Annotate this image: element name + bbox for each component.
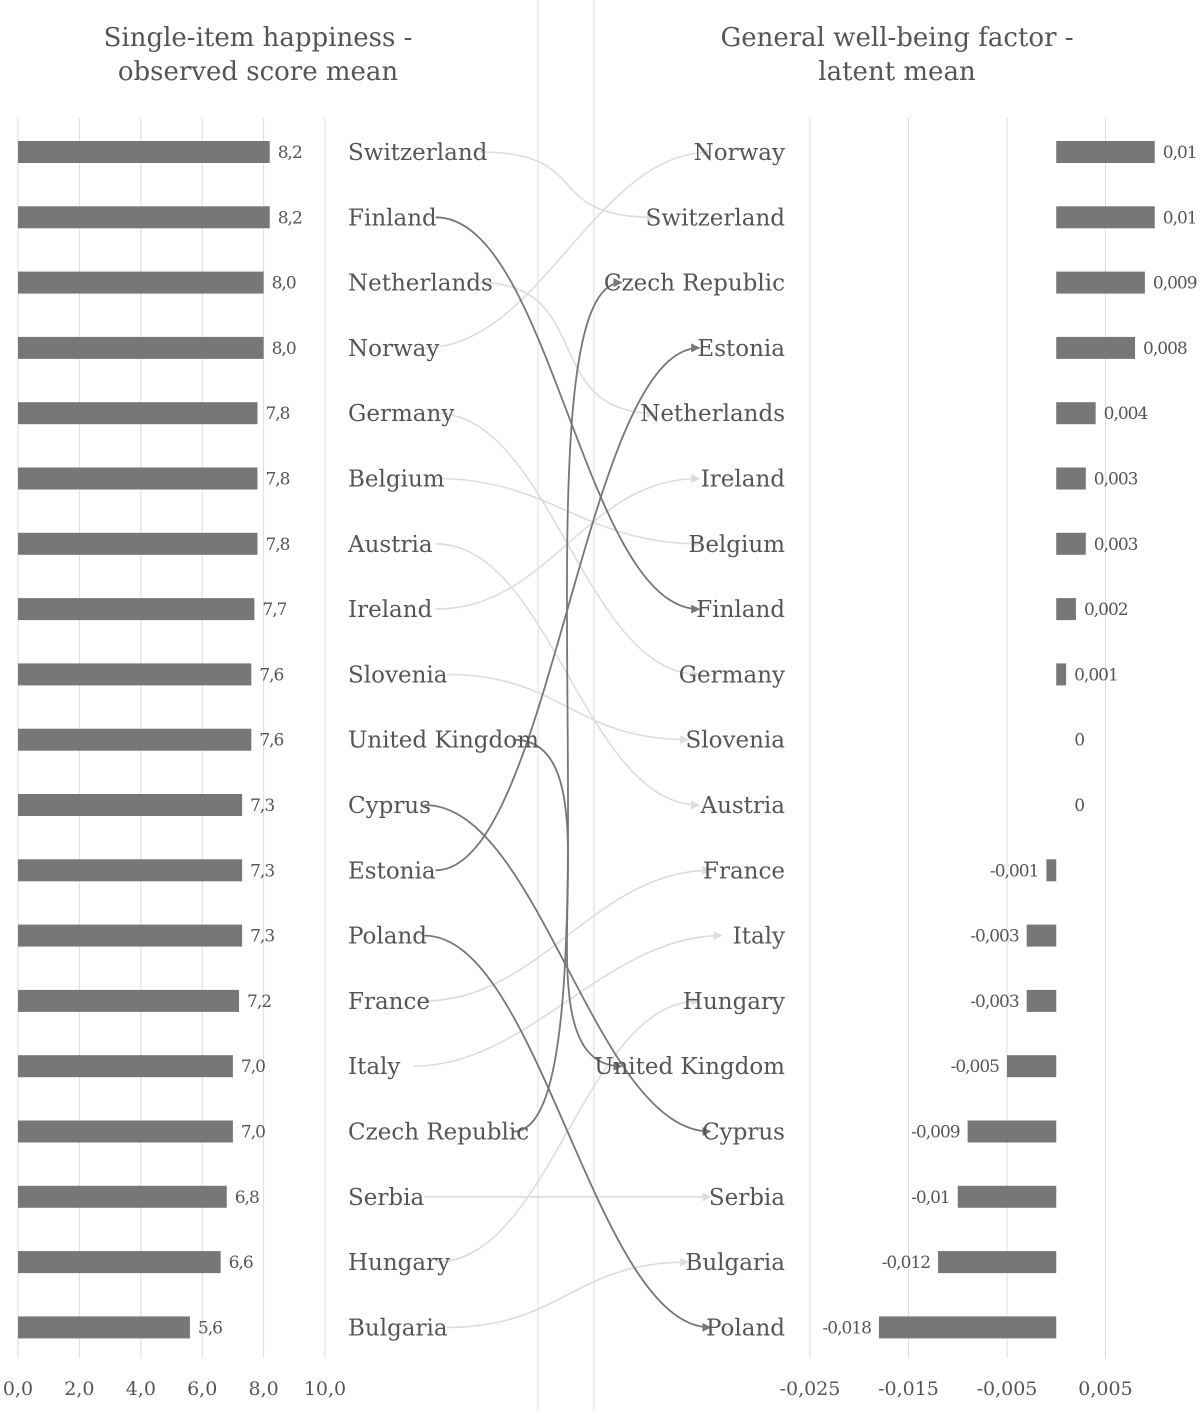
- left-bar: [18, 533, 257, 555]
- left-country-label: Austria: [348, 531, 433, 558]
- left-country-label: Switzerland: [348, 140, 488, 166]
- right-bar: [1056, 598, 1076, 620]
- right-chart-title-line-1: General well-being factor -: [720, 23, 1074, 53]
- right-bar-value-label: -0,01: [911, 1187, 950, 1208]
- left-x-tick-label: 8,0: [248, 1378, 279, 1400]
- left-x-tick-label: 6,0: [187, 1378, 218, 1400]
- left-bar: [18, 1121, 233, 1143]
- left-bar-value-label: 7,3: [250, 926, 275, 947]
- left-bar-value-label: 8,2: [277, 143, 302, 163]
- right-bar-value-label: 0,01: [1162, 143, 1197, 163]
- right-country-label: Netherlands: [640, 401, 785, 428]
- left-bar: [18, 729, 251, 751]
- left-bar-value-label: 5,6: [197, 1318, 222, 1339]
- left-x-tick-label: 0,0: [2, 1378, 34, 1400]
- left-country-label: United Kingdom: [348, 727, 539, 754]
- left-bar: [18, 337, 264, 359]
- left-bar-value-label: 7,8: [265, 534, 290, 555]
- left-bar-value-label: 7,6: [259, 665, 284, 686]
- left-x-tick-label: 2,0: [64, 1378, 95, 1400]
- right-bar-value-label: 0,001: [1074, 665, 1118, 686]
- left-bar-value-label: 7,3: [250, 796, 275, 816]
- right-bar-value-label: 0,003: [1093, 534, 1138, 555]
- left-bar-value-label: 7,7: [262, 600, 287, 621]
- right-country-label: Bulgaria: [685, 1250, 785, 1277]
- right-country-label: Norway: [693, 140, 785, 166]
- right-x-tick-label: -0,015: [878, 1378, 939, 1400]
- left-country-label: Belgium: [348, 466, 445, 493]
- right-country-label: Italy: [732, 923, 785, 950]
- right-bar: [968, 1121, 1057, 1143]
- left-country-label: Finland: [348, 205, 437, 232]
- right-bar-value-label: 0,003: [1093, 469, 1138, 490]
- right-bar-value-label: 0,008: [1143, 338, 1187, 359]
- right-bar: [958, 1186, 1057, 1208]
- left-country-label: Serbia: [348, 1184, 425, 1211]
- right-country-label: Slovenia: [685, 727, 785, 754]
- right-country-label: Belgium: [688, 531, 785, 558]
- rank-link-bulgaria: [447, 1262, 688, 1327]
- left-bar-value-label: 7,8: [265, 469, 290, 490]
- right-bar: [1056, 206, 1155, 228]
- left-country-label: Bulgaria: [348, 1315, 448, 1342]
- right-country-label: Cyprus: [702, 1119, 785, 1146]
- rank-link-netherlands: [480, 283, 655, 414]
- right-bar-value-label: 0,002: [1083, 600, 1128, 621]
- left-bar-value-label: 8,0: [271, 338, 296, 359]
- right-bar-value-label: 0,009: [1152, 273, 1197, 294]
- right-bar-value-label: 0,004: [1103, 404, 1148, 425]
- right-bar: [1056, 663, 1066, 685]
- left-bar-value-label: 7,0: [240, 1057, 265, 1078]
- left-bar: [18, 1186, 227, 1208]
- left-bar-value-label: 8,0: [271, 273, 296, 294]
- left-bar: [18, 206, 270, 228]
- right-country-label: Czech Republic: [603, 270, 785, 297]
- rank-link-norway: [425, 152, 711, 348]
- left-country-label: Slovenia: [348, 662, 448, 689]
- right-country-label: Estonia: [697, 335, 785, 362]
- left-country-label: Netherlands: [348, 270, 493, 297]
- right-bar: [1027, 990, 1057, 1012]
- left-x-tick-label: 4,0: [125, 1378, 156, 1400]
- left-bar-value-label: 7,6: [259, 730, 284, 751]
- right-bar: [1007, 1055, 1056, 1077]
- right-country-label: France: [703, 858, 785, 885]
- left-bar: [18, 794, 242, 816]
- right-bar-value-label: -0,018: [822, 1318, 871, 1339]
- left-bar-value-label: 6,6: [228, 1253, 253, 1274]
- left-bar-value-label: 7,0: [240, 1122, 265, 1143]
- left-bar-value-label: 7,8: [265, 404, 290, 425]
- left-chart-title-line-1: Single-item happiness -: [103, 23, 413, 53]
- right-bar-value-label: -0,003: [970, 991, 1019, 1012]
- right-x-tick-label: -0,005: [976, 1378, 1038, 1400]
- right-bar: [1046, 859, 1056, 881]
- right-country-label: Serbia: [708, 1184, 785, 1211]
- left-bar: [18, 990, 239, 1012]
- left-bar: [18, 1251, 221, 1273]
- right-country-label: Germany: [678, 662, 785, 689]
- right-country-label: Ireland: [700, 466, 785, 493]
- left-country-label: Cyprus: [348, 793, 431, 819]
- left-bar: [18, 1055, 233, 1077]
- left-country-label: Norway: [348, 335, 440, 362]
- right-bar: [1056, 402, 1095, 424]
- left-bar-value-label: 7,2: [247, 991, 272, 1012]
- left-country-label: Poland: [348, 923, 427, 950]
- left-bar: [18, 141, 270, 163]
- left-bar-value-label: 8,2: [277, 208, 302, 229]
- left-country-label: Italy: [348, 1054, 401, 1081]
- left-country-label: Germany: [348, 401, 455, 428]
- right-bar: [1056, 533, 1086, 555]
- right-bar: [938, 1251, 1056, 1273]
- right-bar-value-label: -0,001: [989, 861, 1039, 882]
- left-bar: [18, 272, 264, 294]
- right-bar: [1056, 272, 1145, 294]
- left-bar: [18, 663, 251, 685]
- right-bar-value-label: -0,005: [950, 1057, 999, 1078]
- right-country-label: Austria: [700, 793, 785, 819]
- right-x-tick-label: -0,025: [779, 1378, 841, 1400]
- rank-link-czech-republic: [513, 283, 621, 1132]
- left-country-label: Czech Republic: [348, 1119, 530, 1146]
- right-bar: [1027, 925, 1057, 947]
- left-chart-title-line-2: observed score mean: [117, 57, 399, 87]
- left-bar: [18, 598, 254, 620]
- left-bar-value-label: 7,3: [250, 861, 275, 882]
- left-country-label: Hungary: [348, 1250, 451, 1277]
- left-bar: [18, 468, 257, 490]
- left-bar-value-label: 6,8: [234, 1187, 259, 1208]
- right-bar: [879, 1316, 1056, 1338]
- left-bar: [18, 402, 257, 424]
- right-bar: [1056, 468, 1086, 490]
- right-bar-value-label: 0,01: [1162, 208, 1197, 229]
- right-bar-value-label: -0,003: [970, 926, 1019, 947]
- rank-link-switzerland: [480, 152, 655, 217]
- left-country-label: Ireland: [348, 597, 433, 624]
- left-country-label: France: [348, 988, 430, 1015]
- left-bar: [18, 1316, 190, 1338]
- right-bar-value-label: 0: [1074, 730, 1085, 751]
- right-country-label: Finland: [696, 597, 785, 624]
- right-bar: [1056, 337, 1135, 359]
- right-bar: [1056, 141, 1155, 163]
- right-country-label: Poland: [706, 1315, 785, 1342]
- right-bar-value-label: -0,012: [881, 1253, 931, 1274]
- right-country-label: Switzerland: [645, 205, 785, 232]
- right-country-label: Hungary: [682, 988, 785, 1015]
- right-bar-value-label: 0: [1074, 796, 1085, 816]
- left-country-label: Estonia: [348, 858, 436, 885]
- left-bar: [18, 925, 242, 947]
- right-chart-title-line-2: latent mean: [818, 57, 976, 87]
- left-bar: [18, 859, 242, 881]
- left-x-tick-label: 10,0: [303, 1378, 347, 1400]
- right-x-tick-label: 0,005: [1078, 1378, 1133, 1400]
- right-bar-value-label: -0,009: [911, 1122, 960, 1143]
- right-country-label: United Kingdom: [594, 1054, 785, 1081]
